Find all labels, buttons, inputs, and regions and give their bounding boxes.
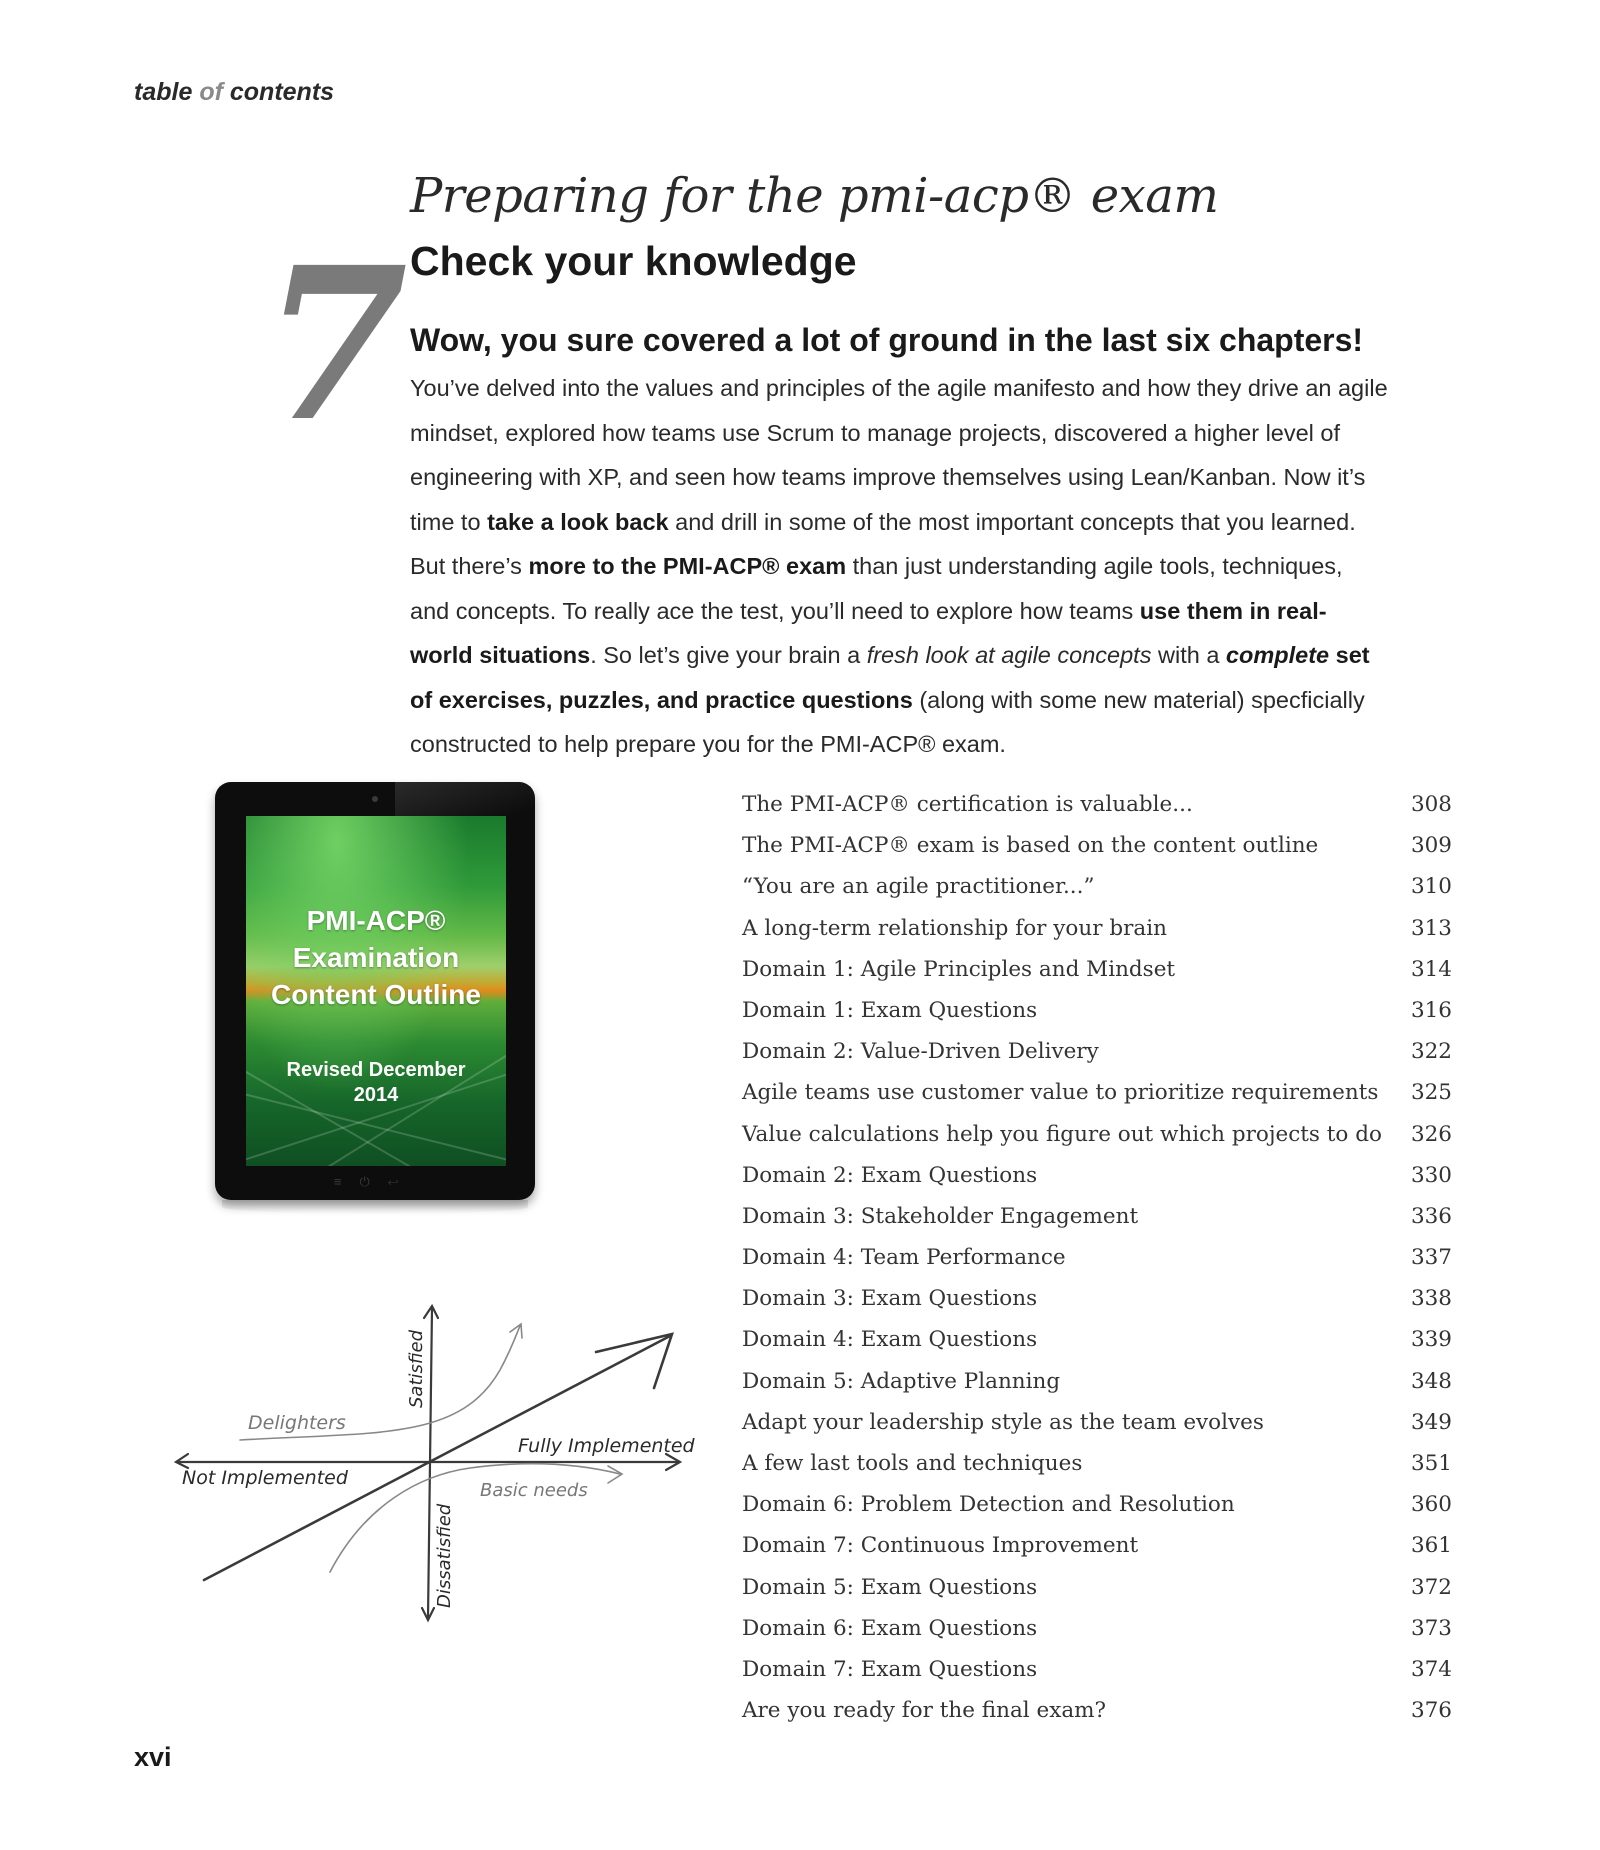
toc-entry[interactable] [742,1567,1452,1608]
toc-entry-page: 349 [1410,1409,1452,1435]
intro-emphasis: complete [1225,642,1330,668]
toc-entry-title: Are you ready for the final exam? [742,1698,1107,1724]
toc-entry[interactable] [742,1237,1452,1278]
toc-entry-title: Domain 2: Value-Driven Delivery [742,1039,1099,1065]
toc-entry[interactable] [742,866,1452,907]
toc-entry-title: Domain 1: Agile Principles and Mindset [742,956,1176,982]
label-dissatisfied: Dissatisfied [434,1503,455,1608]
label-not-implemented: Not Implemented [182,1467,348,1489]
kano-sketch-diagram [160,1290,700,1630]
toc-entry-title: The PMI-ACP® exam is based on the content outline [742,833,1319,859]
toc-entry-page: 310 [1410,874,1452,900]
toc-entry-page: 309 [1410,833,1452,859]
toc-entry[interactable] [742,949,1452,990]
intro-line [410,589,1460,634]
toc-entry[interactable] [742,1608,1452,1649]
toc-entry[interactable] [742,1402,1452,1443]
running-head-table: table [134,78,193,106]
toc-entry-page: 351 [1410,1451,1452,1476]
toc-entry[interactable] [742,1690,1452,1731]
toc-entry-title: Agile teams use customer value to prioritize requirements [742,1080,1379,1106]
intro-emphasis: of exercises, puzzles, and practice questions [410,686,913,713]
intro-emphasis: use them in real- [1139,597,1327,624]
toc-entry-title: Domain 6: Problem Detection and Resolution [742,1492,1235,1518]
intro-line [410,455,1460,500]
toc-entry-page: 337 [1410,1245,1452,1271]
cover-revised-line: Revised December [286,1059,466,1081]
tablet-reflection [222,1200,528,1214]
toc-entry-page: 360 [1410,1492,1452,1518]
chapter-subtitle: Check your knowledge [410,238,857,284]
toc-entry-title: Domain 1: Exam Questions [742,997,1038,1023]
toc-entry[interactable] [742,825,1452,866]
toc-entry-page: 313 [1410,915,1452,941]
cover-title-line: PMI-ACP® [306,905,446,936]
toc-entry-page: 308 [1410,792,1452,817]
toc-entry-page: 330 [1410,1162,1452,1188]
intro-line [410,722,1460,767]
intro-emphasis: more to the PMI-ACP® exam [528,553,847,579]
chapter-number: 7 [262,221,409,468]
toc-entry-title: Domain 2: Exam Questions [742,1162,1038,1188]
toc-entry-page: 314 [1410,956,1452,982]
toc-entry[interactable] [742,1649,1452,1690]
toc-entry-title: Adapt your leadership style as the team evolves [742,1409,1264,1435]
toc-entry[interactable] [742,1484,1452,1525]
intro-text-run: and drill in some of the most important concepts that you learned. [668,508,1356,535]
intro-text-run: (along with some new material) specficially [912,686,1365,713]
cover-revised [246,1058,506,1108]
intro-text-run: . So let’s give your brain a [590,642,867,668]
tablet-image [215,782,535,1200]
toc-entry-page: 338 [1410,1286,1452,1312]
toc-entry-title: Domain 5: Exam Questions [742,1574,1038,1600]
intro-line [410,678,1460,723]
toc-entry-title: A few last tools and techniques [742,1451,1083,1476]
toc-entry-page: 339 [1410,1327,1452,1353]
toc-entry-page: 374 [1410,1656,1452,1682]
toc-entry-title: Domain 5: Adaptive Planning [742,1368,1061,1394]
intro-text-run: engineering with XP, and seen how teams improve themselves using Lean/Kanban. Now it’s [410,464,1366,490]
label-delighters: Delighters [248,1412,346,1434]
toc-entry-title: Domain 4: Team Performance [742,1245,1066,1271]
running-head [134,78,334,107]
toc-entry-page: 325 [1410,1080,1452,1106]
toc-entry-page: 376 [1410,1698,1452,1724]
cover-title-line: Content Outline [271,979,481,1010]
toc-entry-page: 372 [1410,1574,1452,1600]
tablet-buttons [215,1174,535,1190]
toc-entry-title: Domain 3: Exam Questions [742,1286,1038,1312]
page-number: xvi [134,1742,172,1772]
toc-entry-title: Domain 7: Exam Questions [742,1656,1038,1682]
toc-entry[interactable] [742,1072,1452,1113]
intro-text-run: time to [410,508,488,535]
toc-entry[interactable] [742,1031,1452,1072]
intro-text-run: mindset, explored how teams use Scrum to manage projects, discovered a higher level of [410,419,1341,446]
intro-text-run: You’ve delved into the values and principles of the agile manifesto and how they drive an agile [410,375,1388,401]
toc-entry[interactable] [742,1155,1452,1196]
cover-title-line: Examination [292,942,460,973]
toc-entry-title: “You are an agile practitioner...” [742,874,1095,900]
chapter-title: Preparing for the pmi-acp® exam [410,168,1219,224]
power-icon: ⏻ [359,1174,388,1189]
toc-entry-page: 326 [1410,1121,1452,1147]
intro-line [410,633,1460,678]
toc-entry-page: 361 [1410,1533,1452,1559]
toc-entry[interactable] [742,1443,1452,1484]
intro-emphasis: take a look back [487,508,669,535]
toc-entry[interactable] [742,990,1452,1031]
intro-line [410,500,1460,545]
intro-emphasis: fresh look at agile concepts [866,642,1152,668]
intro-paragraph [410,366,1460,767]
toc-entry[interactable] [742,1278,1452,1319]
toc-entry-title: A long-term relationship for your brain [742,915,1167,941]
label-satisfied: Satisfied [406,1329,427,1408]
intro-heading: Wow, you sure covered a lot of ground in the last six chapters! [410,322,1364,358]
intro-text-run: and concepts. To really ace the test, you’ll need to explore how teams [410,597,1140,624]
intro-line [410,366,1460,411]
intro-emphasis: world situations [410,642,591,668]
intro-emphasis: set [1329,642,1370,668]
toc-entry-title: Value calculations help you figure out which projects to do [742,1121,1382,1147]
toc-entry-title: Domain 4: Exam Questions [742,1327,1038,1353]
intro-text-run: than just understanding agile tools, techniques, [846,553,1343,579]
intro-line [410,411,1460,456]
toc-entry[interactable] [742,1114,1452,1155]
camera-icon [372,796,378,802]
toc-entry[interactable] [742,908,1452,949]
toc-entry[interactable] [742,784,1452,825]
toc-entry[interactable] [742,1196,1452,1237]
intro-text-run: with a [1151,642,1226,668]
toc-entry-title: The PMI-ACP® certification is valuable... [742,792,1193,817]
intro-text-run: But there’s [410,553,529,579]
toc-entry-title: Domain 7: Continuous Improvement [742,1533,1139,1559]
toc-entry-title: Domain 6: Exam Questions [742,1615,1038,1641]
toc-entry[interactable] [742,1525,1452,1566]
back-icon: ↩ [387,1174,417,1189]
running-head-contents: contents [229,78,335,106]
tablet-screen [246,816,506,1166]
menu-icon: ≡ [333,1174,360,1189]
toc-entry[interactable] [742,1319,1452,1360]
toc-entry[interactable] [742,1361,1452,1402]
toc-list [742,784,1452,1731]
toc-entry-page: 322 [1410,1039,1452,1065]
toc-entry-page: 348 [1410,1368,1452,1394]
cover-revised-line: 2014 [353,1084,399,1106]
running-head-of: of [199,78,223,106]
toc-entry-page: 336 [1410,1203,1452,1229]
toc-entry-page: 373 [1410,1615,1452,1641]
label-basic-needs: Basic needs [480,1480,588,1501]
toc-entry-page: 316 [1410,997,1452,1023]
intro-text-run: constructed to help prepare you for the PMI-ACP® exam. [410,731,1006,757]
toc-entry-title: Domain 3: Stakeholder Engagement [742,1203,1139,1229]
intro-line [410,544,1460,589]
cover-title [246,902,506,1013]
label-fully-implemented: Fully Implemented [518,1435,695,1457]
basic-needs-arrowhead [608,1466,622,1483]
